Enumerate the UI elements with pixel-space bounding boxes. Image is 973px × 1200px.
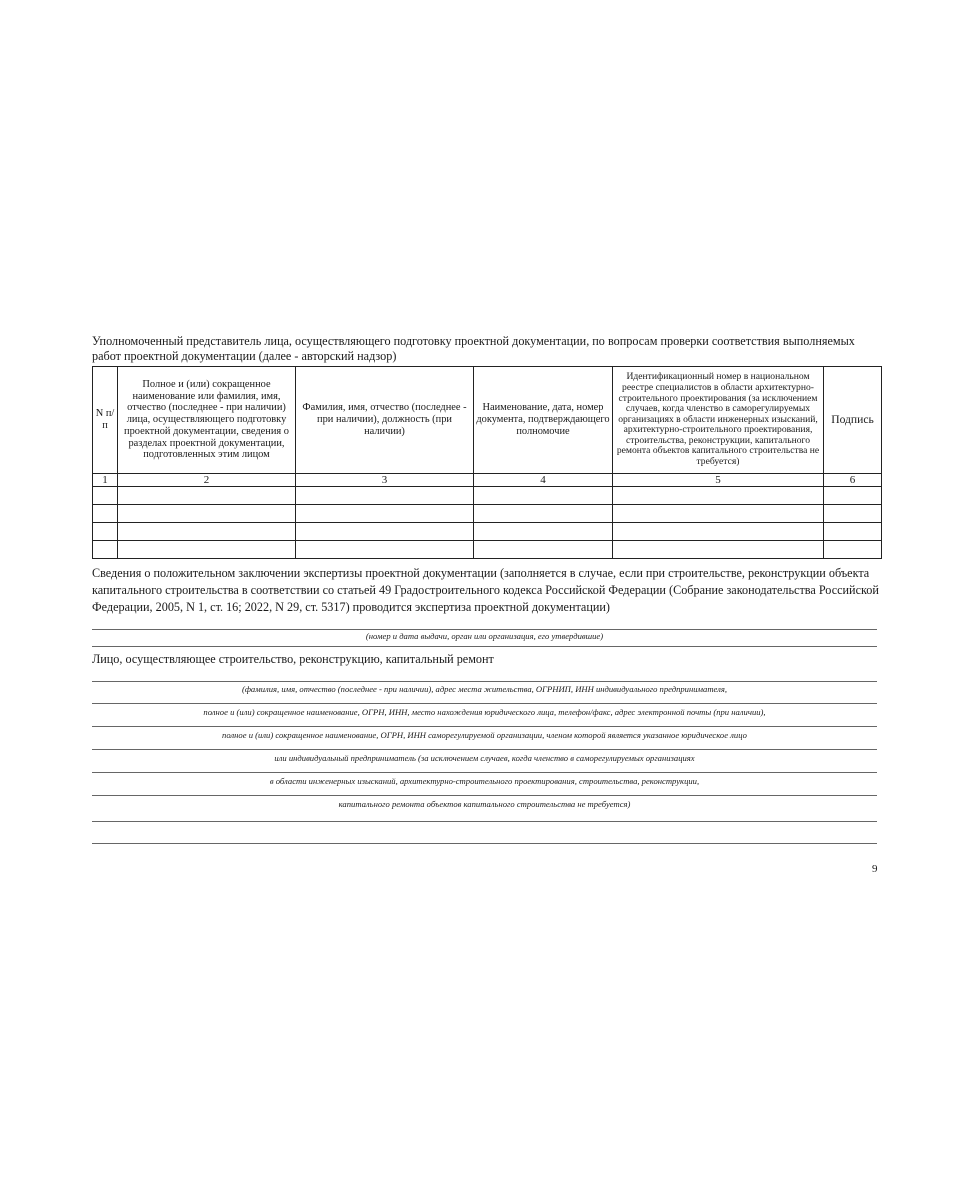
table-cell[interactable] <box>93 505 118 523</box>
builder-fill-line[interactable] <box>92 667 877 682</box>
header-authority-document: Наименование, дата, номер документа, подтверждающего полномочие <box>474 367 613 474</box>
table-header-row <box>93 367 882 474</box>
builder-fill-line[interactable] <box>92 764 877 773</box>
table-cell[interactable] <box>93 487 118 505</box>
column-number: 3 <box>296 474 474 487</box>
table-cell[interactable] <box>474 487 613 505</box>
builder-fill-line[interactable] <box>92 741 877 750</box>
header-full-name: Фамилия, имя, отчество (последнее - при наличии), должность (при наличии) <box>296 367 474 474</box>
page-number: 9 <box>872 863 878 875</box>
table-cell[interactable] <box>824 541 882 559</box>
table-cell[interactable] <box>824 505 882 523</box>
column-number: 1 <box>93 474 118 487</box>
table-cell[interactable] <box>824 487 882 505</box>
expertise-paragraph: Сведения о положительном заключении экспертизы проектной документации (заполняется в случае, если при строительстве, реконструкции объекта капитального строительства в соответствии со статьей 49 Градостроительного кодекса Российской Федерации (Собрание законодательства Российской Федерации, 2005, N 1, ст. 16; 2022, N 29, ст. 5317) проводится экспертиза проектной документации) <box>92 566 879 614</box>
builder-caption-2: полное и (или) сокращенное наименование, ОГРН, ИНН, место нахождения юридического лица, телефон/факс, адрес электронной почты (при наличии), <box>203 707 766 717</box>
table-cell[interactable] <box>93 541 118 559</box>
author-supervision-table <box>92 366 882 559</box>
builder-fill-line[interactable] <box>92 718 877 727</box>
divider-line <box>92 642 877 647</box>
builder-fill-line[interactable] <box>92 810 877 822</box>
column-number: 2 <box>118 474 296 487</box>
builder-fill-line[interactable] <box>92 822 877 844</box>
table-cell[interactable] <box>613 505 824 523</box>
document-page <box>92 334 882 844</box>
builder-fill-line[interactable] <box>92 787 877 796</box>
table-cell[interactable] <box>93 523 118 541</box>
header-organization: Полное и (или) сокращенное наименование или фамилия, имя, отчество (последнее - при наличии) лица, осуществляющего подготовку проектной документации, сведения о разделах проектной документации, подготовленных этим лицом <box>118 367 296 474</box>
table-row <box>93 523 882 541</box>
table-row <box>93 541 882 559</box>
column-number: 4 <box>474 474 613 487</box>
expertise-caption: (номер и дата выдачи, орган или организация, его утвердившие) <box>365 631 604 641</box>
header-number: N п/п <box>93 367 118 474</box>
table-cell[interactable] <box>296 487 474 505</box>
expertise-fill-line[interactable] <box>92 616 877 630</box>
column-number: 5 <box>613 474 824 487</box>
table-cell[interactable] <box>474 523 613 541</box>
builder-caption-3: полное и (или) сокращенное наименование, ОГРН, ИНН саморегулируемой организации, членом которой является указанное юридическое лицо <box>222 730 747 740</box>
builder-label: Лицо, осуществляющее строительство, реконструкцию, капитальный ремонт <box>92 652 494 666</box>
table-cell[interactable] <box>613 487 824 505</box>
table-cell[interactable] <box>613 541 824 559</box>
table-cell[interactable] <box>474 541 613 559</box>
builder-fill-line[interactable] <box>92 695 877 704</box>
table-cell[interactable] <box>118 487 296 505</box>
column-number: 6 <box>824 474 882 487</box>
column-number-row <box>93 474 882 487</box>
table-cell[interactable] <box>118 505 296 523</box>
table-cell[interactable] <box>824 523 882 541</box>
table-cell[interactable] <box>296 541 474 559</box>
builder-caption-4: или индивидуальный предприниматель (за исключением случаев, когда членство в саморегулируемых организациях <box>274 753 695 763</box>
table-cell[interactable] <box>296 523 474 541</box>
table-row <box>93 505 882 523</box>
table-row <box>93 487 882 505</box>
builder-caption-1: (фамилия, имя, отчество (последнее - при наличии), адрес места жительства, ОГРНИП, ИНН индивидуального предпринимателя, <box>241 684 728 694</box>
builder-caption-5: в области инженерных изысканий, архитектурно-строительного проектирования, строительства, реконструкции, <box>269 776 700 786</box>
header-registry-id: Идентификационный номер в национальном реестре специалистов в области архитектурно-строительного проектирования (за исключением случаев, когда членство в саморегулируемых организациях в области инженерных изысканий, архитектурно-строительного проектирования, строительства, реконструкции, капитального ремонта объектов капитального строительства не требуется) <box>613 367 824 474</box>
table-cell[interactable] <box>296 505 474 523</box>
table-cell[interactable] <box>118 541 296 559</box>
builder-caption-6: капитального ремонта объектов капитального строительства не требуется) <box>338 799 631 809</box>
header-signature: Подпись <box>824 367 882 474</box>
table-cell[interactable] <box>118 523 296 541</box>
author-supervision-heading: Уполномоченный представитель лица, осуществляющего подготовку проектной документации, по вопросам проверки соответствия выполняемых работ проектной документации (далее - авторский надзор) <box>92 334 855 363</box>
table-cell[interactable] <box>613 523 824 541</box>
table-cell[interactable] <box>474 505 613 523</box>
